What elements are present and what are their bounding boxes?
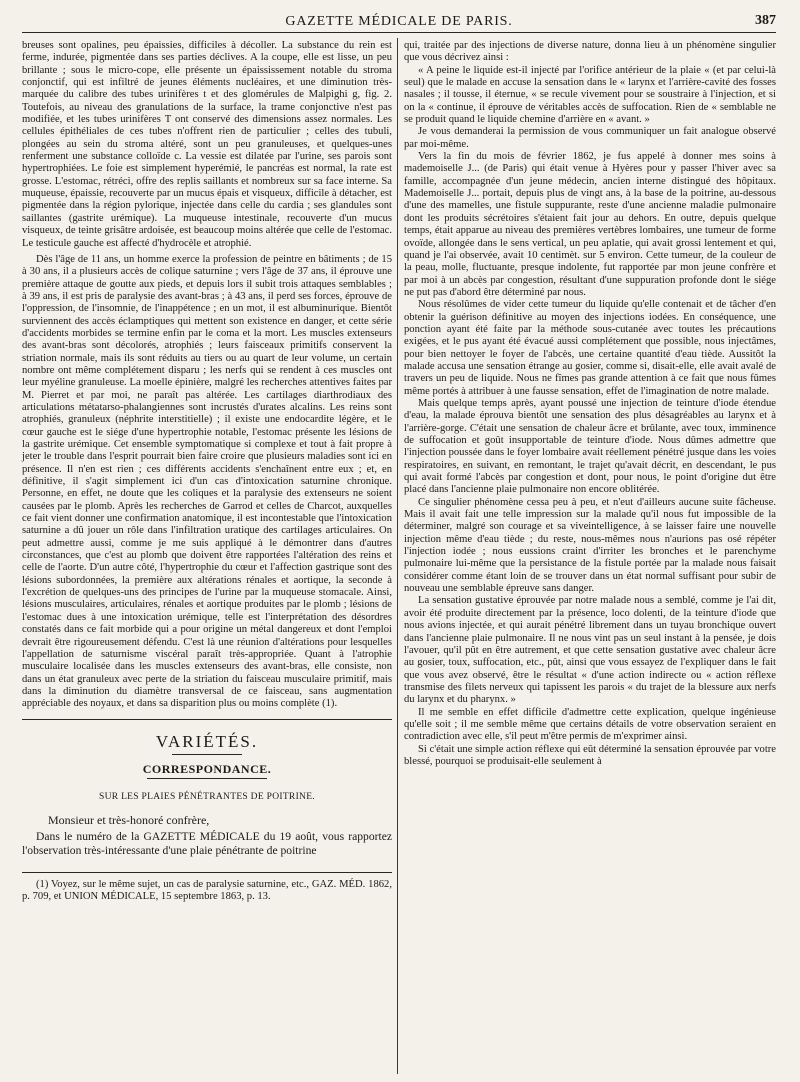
- short-rule: [172, 754, 242, 755]
- short-rule: [147, 778, 267, 779]
- quotation: « A peine le liquide est-il injecté par l'orifice antérieur de la plaie « (et par celui-là seul) que le malade en accuse la sensation dans le « larynx et l'arrière-cavité des fosses nasales ; il tousse, il éternue, « se recule vivement pour se soustraire à l'injection, et si on la « continue, il éprouve de véritables accès de suffocation. Rien de « semblable ne se produit quand le liquide chemine d'arrière en « avant. »: [404, 64, 776, 126]
- footnote: (1) Voyez, sur le même sujet, un cas de paralysie saturnine, etc., GAZ. MÉD. 1862, p. 709, et UNION MÉDICALE, 15 septembre 1863, p. 13.: [22, 878, 392, 903]
- section-subtitle: CORRESPONDANCE.: [142, 761, 272, 776]
- paragraph: Vers la fin du mois de février 1862, je fus appelé à donner mes soins à mademoiselle J... (de Paris) qui était venue à Hyères pour y passer l'hiver avec sa famille, accompagnée d'un jeune médecin, ancien interne distingué des hôpitaux. Mademoiselle J... portait, depuis plus de vingt ans, à la base de la poitrine, au-dessous d'une des mamelles, une fistule suppurante, reste d'une ancienne maladie pulmonaire dont les produits sécrétoires s'étaient fait jour au dehors. En outre, depuis quelque temps, était apparue au niveau des premières vertèbres lombaires, une tumeur de forme ovoïde, allongée dans le sens vertical, un peu aplatie, qui avait grossi lentement et qui, quand je l'ai observée, avait 10 centimèt. sur 5 environ. Cette tumeur, de la couleur de la peau, molle, fluctuante, presque indolente, fut rapportée par mon jeune confrère et par moi à un abcès par congestion, résultant d'une suppuration profonde dont le siége ne put pas d'abord être déterminé par nous.: [404, 151, 776, 298]
- page-number: 387: [755, 13, 776, 28]
- paragraph: Dans le numéro de la GAZETTE MÉDICALE du 19 août, vous rapportez l'observation très-intéressante d'une plaie pénétrante de poitrine: [22, 829, 392, 857]
- section-title: VARIÉTÉS.: [155, 731, 259, 751]
- paragraph: qui, traitée par des injections de diverse nature, donna lieu à un phénomène singulier que vous décrivez ainsi :: [404, 40, 776, 64]
- varietes-section: [22, 719, 392, 804]
- paragraph: Nous résolûmes de vider cette tumeur du liquide qu'elle contenait et de tâcher d'en obtenir la guérison définitive au moyen des injections iodées. En conséquence, une ponction ayant été faite par la méthode sous-cutanée avec toutes les précautions exigées, et le pus ayant été évacué aussi complétement que possible, nous injectâmes, pour bien nettoyer le foyer de l'abcès, une certaine quantité d'eau tiède. Aussitôt la malade accusa une sensation étrange au gosier, comme si, disait-elle, elle avait avalé de travers un peu de liquide. Nous ne fîmes pas grande attention à ce fait que nous fûmes même portés à attribuer à une fausse sensation, effet de l'imagination de notre malade.: [404, 299, 776, 397]
- paragraph: Dès l'âge de 11 ans, un homme exerce la profession de peintre en bâtiments ; de 15 à 30 ans, il a plusieurs accès de colique saturnine ; vers l'âge de 37 ans, il éprouve une première attaque de goutte aux pieds, et depuis lors il subit trois attaques semblables ; à 39 ans, il est pris de paralysie des avant-bras ; à 43 ans, il perd ses forces, éprouve de l'oppression, de l'insomnie, de l'inappétence ; en un mot, il est albuminurique. Bientôt surviennent des accès éclamptiques qui mettent son existence en danger, et cette série d'accidents morbides se termine enfin par le coma et la mort. Les muscles extenseurs des avant-bras sont décolorés, atrophiés ; leurs faisceaux primitifs conservent la striation normale, mais ils sont réduits au tiers ou au quart de leur volume, un certain nombre ont même complétement disparu ; les nerfs qui se rendent à ces muscles ont leur myéline granuleuse. La moelle épinière, malgré les recherches attentives faites par M. Pierret et par moi, ne paraît pas altérée. Les cartilages diarthrodiaux des articulations métatarso-phalangiennes sont incrustés d'urates alcalins. Les reins sont atrophiés, granuleux (néphrite interstitielle) ; il existe une endocardite légère, et le cœur gauche est le siége d'une hypertrophie notable, l'estomac présente les lésions de la gastrite urémique. Cet ensemble symptomatique si complexe et tout à fait propre à jeter le trouble dans l'esprit pourrait bien faire croire que plusieurs maladies sont ici en présence. Il n'en est rien ; ces différents accidents s'enchaînent entre eux ; et, en définitive, il s'agit simplement ici d'un cas d'intoxication saturnine chronique. Personne, en effet, ne doute que les coliques et la paralysie des extenseurs ne soient causées par le plomb. Après les recherches de Garrod et celles de Charcot, auxquelles ce fait vient donner une confirmation anatomique, il est incontestable que l'intoxication saturnine a dû jouer un rôle dans l'infiltration uratique des cartilages articulaires. On peut admettre aussi, comme je me suis appliqué à le démontrer dans d'autres circonstances, que c'est au plomb que doivent être rapportées l'altération des reins et celle de l'aorte. D'un autre côté, l'hypertrophie du cœur et l'affection gastrique sont des lésions subordonnées, la première aux altérations rénales et aortique, la seconde à l'excrétion de quelques-uns des principes de l'urine par la muqueuse stomacale. Ainsi, lésions musculaires, articulaires, rénales et aortique produites par le plomb ; lésions de l'estomac dues à une intoxication urémique, telle est l'interprétation des désordres constatés dans ce fait morbide qui a pour origine un métal dangereux et dont l'emploi devrait être rigoureusement défendu. C'est là une réunion d'altérations pour lesquelles l'appellation de saturnisme viscéral paraît très-appropriée. Quant à l'atrophie musculaire localisée dans les muscles extenseurs des avant-bras, elle consiste, non dans un état granuleux avec perte de la striation du faisceau musculaire primitif, mais dans la diminution du diamètre transversal de ce faisceau, sans augmentation appréciable des noyaux, et dans sa disparition plus ou moins complète (1).: [22, 253, 392, 710]
- paragraph: Ce singulier phénomène cessa peu à peu, et n'eut d'ailleurs aucune suite fâcheuse. Mais il avait fait une telle impression sur la malade qu'il nous fut impossible de la déterminer, malgré son courage et sa viveintelligence, à se laisser faire une nouvelle injection même d'eau tiède ; du reste, nous-mêmes nous n'aurions pas osé répéter l'injection iodée ; nous eussions craint d'irriter les bronches et le parenchyme pulmonaire lui-même que la persistance de la fistule portée par la malade nous faisait considérer comme étant loin de se trouver dans un état normal suffisant pour subir de nouveau une semblable épreuve sans danger.: [404, 496, 776, 595]
- page-header: [22, 10, 776, 33]
- paragraph: Mais quelque temps après, ayant poussé une injection de teinture d'iode étendue d'eau, la malade éprouva bientôt une sensation des plus désagréables au larynx et à l'arrière-gorge. C'était une sensation de chaleur âcre et brûlante, avec toux, imminence de suffocation et goût insupportable de teinture d'iode. Nous dûmes admettre que l'injection poussée dans le foyer lombaire avait réellement pénétré jusque dans les voies respiratoires, en suivant, en remontant, le trajet qu'avait décrit, en descendant, le pus qui avait formé l'abcès par congestion et dont, pour nous, le point d'origine dut être placé dans l'ancienne plaie pulmonaire non encore oblitérée.: [404, 397, 776, 496]
- paragraph: Je vous demanderai la permission de vous communiquer un fait analogue observé par moi-même.: [404, 126, 776, 150]
- paragraph: Il me semble en effet difficile d'admettre cette explication, quelque ingénieuse qu'elle soit ; il me semble même que certains détails de votre observation seraient en contradiction avec elle, s'il peut m'être permis de m'exprimer ainsi.: [404, 706, 776, 743]
- left-column: [22, 40, 392, 904]
- paragraph: La sensation gustative éprouvée par notre malade nous a semblé, comme je l'ai dit, avoir été produite directement par la présence, loco dolenti, de la teinture d'iode que nous avions injectée, et qui aurait pénétré librement dans un tuyau bronchique ouvert dans l'ancienne plaie pulmonaire. Il ne nous vint pas un seul instant à la pensée, je dois l'avouer, qu'il pût en être autrement, et que cette sensation gustative avec chaleur âcre au gosier, toux, suffocation, etc., pût, ainsi que vous essayez de l'expliquer dans le fait que vous avez observé, être le résultat « d'une action indirecte ou « action réflexe transmise des filets nerveux qui tapissent les parois « du trajet de la blessure aux nerfs du larynx et du pharynx. »: [404, 595, 776, 706]
- article-heading: SUR LES PLAIES PÉNÉTRANTES DE POITRINE.: [99, 792, 315, 803]
- paragraph: Si c'était une simple action réflexe qui eût déterminé la sensation éprouvée par votre blessé, pourquoi se produisait-elle seulement à: [404, 743, 776, 767]
- paragraph: breuses sont opalines, peu épaissies, difficiles à décoller. La substance du rein est ferme, indurée, pigmentée dans ses parties déclives. A la coupe, elle est lisse, un peu brillante ; sous le micro-cope, elle présente un épaississement notable du stroma conjonctif, qui est infiltré de jeunes éléments nucléaires, et une diminution très-marquée du calibre des tubes urinifères t et des glomérules de Malpighi g, fig. 2. Toutefois, au niveau des granulations de la surface, la trame conjonctive n'est pas modifiée, et les tubes urinifères T ont conservé des dimensions assez normales. Les cellules épithéliales de ces tubes n'offrent rien de particulier ; celles des tubuli, plongées au sein du stroma altéré, sont un peu granuleuses, et quelques-unes renferment une substance colloïde c. La vessie est dilatée par l'urine, ses parois sont hypertrophiées. Le foie est simplement hyperémié, le pancréas est normal, la rate est grosse. L'estomac, rétréci, offre des replis saillants et nombreux sur sa face interne. Sa muqueuse, épaissie, recouverte par un mucus épais et visqueux, difficile à détacher, est pigmentée dans la région pylorique, injectée dans celle du cardia ; ses glandules sont saillantes (gastrite urémique). La muqueuse intestinale, recouverte d'un mucus visqueux, de teinte grisâtre ardoisée, est beaucoup moins altérée que celle de l'estomac. Le testicule gauche est affecté d'hydrocèle et atrophié.: [22, 40, 392, 249]
- footnote-divider: [22, 872, 392, 873]
- column-divider: [397, 38, 398, 1074]
- section-divider: [22, 719, 392, 720]
- salutation: Monsieur et très-honoré confrère,: [48, 812, 210, 827]
- right-column: [404, 40, 776, 768]
- running-title: GAZETTE MÉDICALE DE PARIS.: [285, 14, 513, 29]
